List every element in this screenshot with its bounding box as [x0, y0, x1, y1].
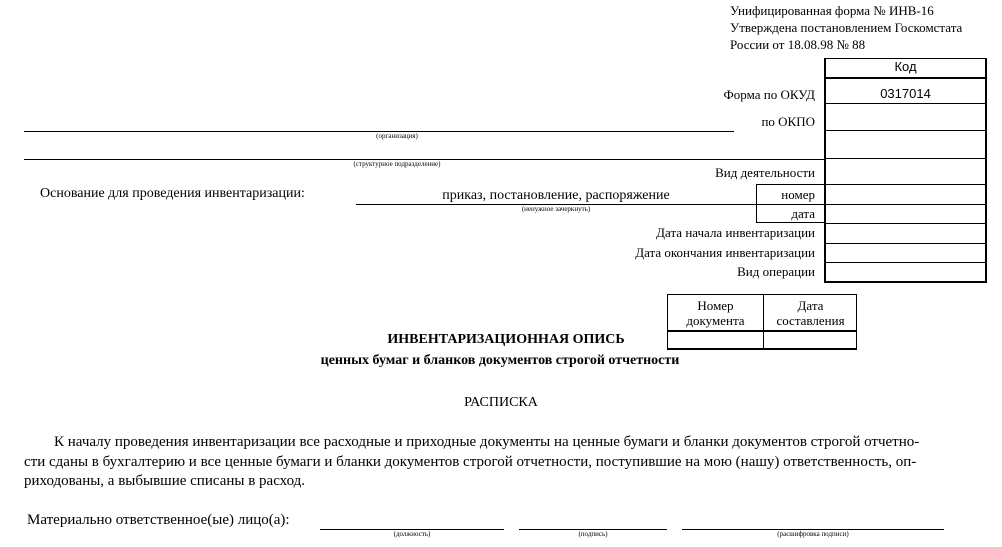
body-line-3: риходованы, а выбывшие списаны в расход. [24, 473, 306, 489]
division-caption: (структурное подразделение) [353, 160, 441, 168]
basis-value[interactable]: приказ, постановление, распоряжение [442, 188, 670, 203]
doc-number-header [668, 298, 763, 328]
receipt-heading: РАСПИСКА [464, 395, 538, 410]
doc-number-header-line2: документа [686, 313, 745, 328]
document-subtitle: ценных бумаг и бланков документов строгой отчетности [320, 353, 680, 368]
doc-date-header-line1: Дата [797, 298, 824, 313]
okud-label: Форма по ОКУД [723, 87, 815, 102]
codes-header: Код [894, 59, 917, 74]
body-line-2: сти сданы в бухгалтерию и все ценные бумаги и бланки документов строгой отчетности, поступившие на мою (нашу) ответственность, оп- [24, 454, 917, 470]
document-title: ИНВЕНТАРИЗАЦИОННАЯ ОПИСЬ [387, 332, 625, 347]
end-date-label: Дата окончания инвентаризации [635, 245, 815, 260]
doc-date-header [764, 298, 857, 328]
position-caption: (должность) [393, 530, 431, 538]
okpo-label: по ОКПО [761, 114, 815, 129]
basis-label: Основание для проведения инвентаризации: [40, 186, 305, 201]
form-approval-date: России от 18.08.98 № 88 [730, 37, 866, 52]
okud-code-cell[interactable]: 0317014 [880, 86, 931, 101]
doc-date-header-line2: составления [776, 313, 845, 328]
signature-label: Материально ответственное(ые) лицо(а): [27, 512, 290, 528]
form-approval: Утверждена постановлением Госкомстата [730, 20, 963, 35]
signature-caption: (подпись) [578, 530, 608, 538]
body-line-1: К началу проведения инвентаризации все расходные и приходные документы на ценные бумаги и бланки документов строгой отчетно- [54, 434, 920, 450]
start-date-label: Дата начала инвентаризации [656, 225, 815, 240]
date-label: дата [791, 206, 815, 221]
form-name: Унифицированная форма № ИНВ-16 [730, 3, 934, 18]
operation-label: Вид операции [737, 264, 815, 279]
doc-date-cell[interactable] [764, 332, 856, 348]
name-caption: (расшифровка подписи) [777, 530, 849, 538]
organization-caption: (организация) [376, 132, 418, 140]
number-label: номер [781, 187, 815, 202]
doc-number-header-line1: Номер [697, 298, 734, 313]
activity-label: Вид деятельности [715, 165, 815, 180]
basis-caption: (ненужное зачеркнуть) [521, 205, 591, 213]
